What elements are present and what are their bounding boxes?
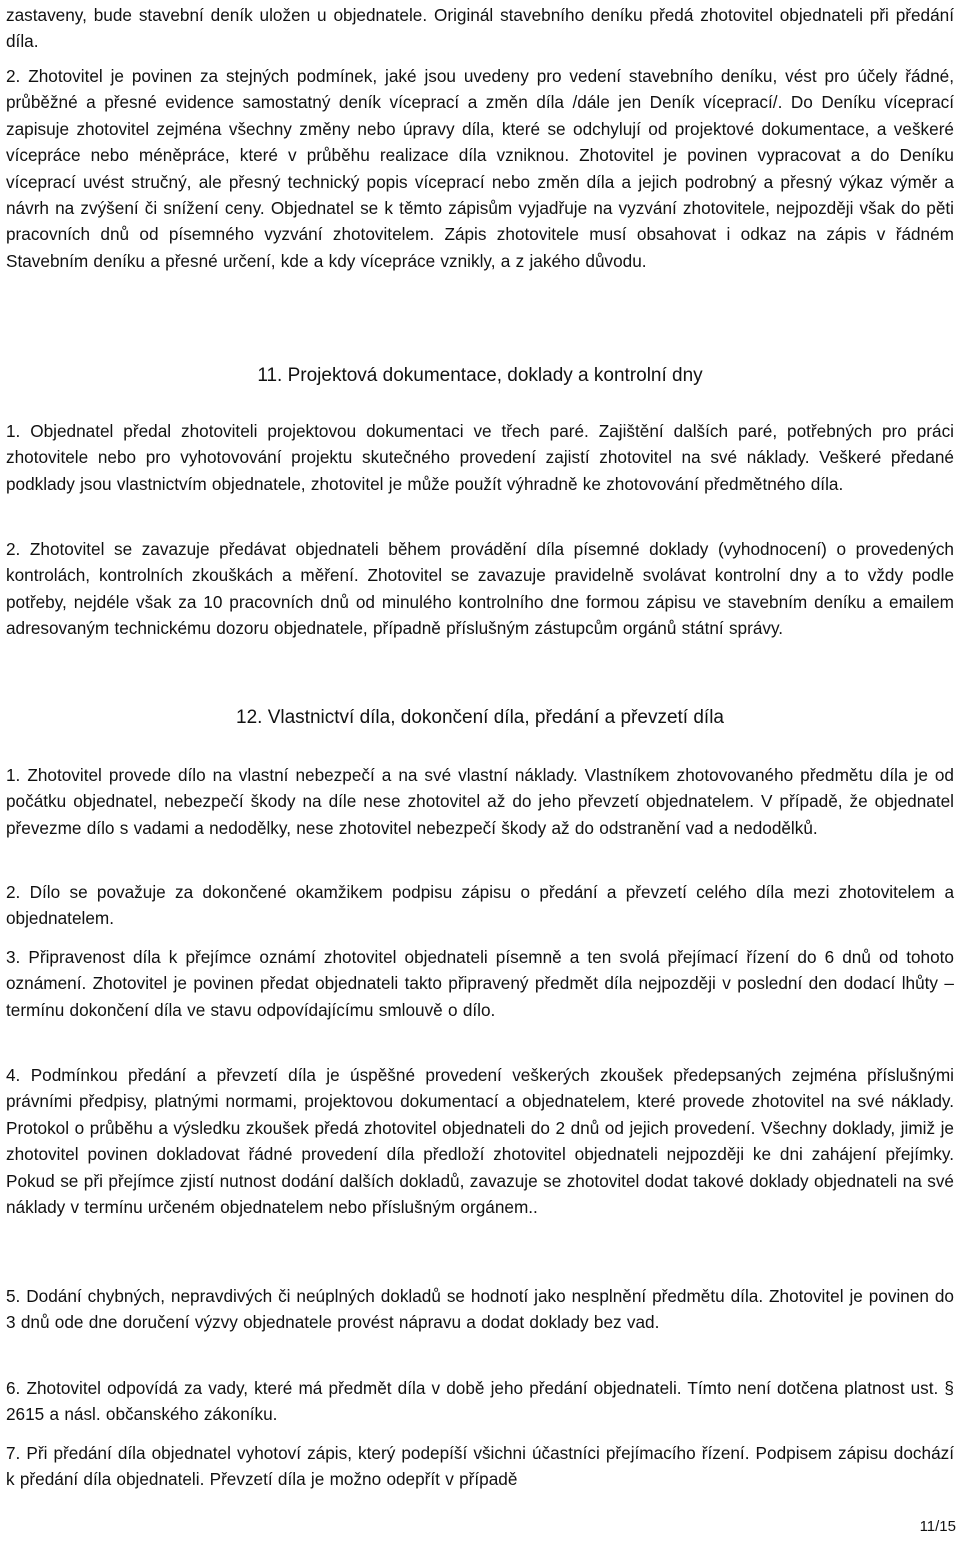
paragraph-12-6: 6. Zhotovitel odpovídá za vady, které má předmět díla v době jeho předání objednateli. Tímto není dotčena platnost ust. § 2615 a násl. občanského zákoníku. <box>6 1378 954 1425</box>
section-heading-11: 11. Projektová dokumentace, doklady a kontrolní dny <box>257 365 703 386</box>
paragraph-12-5: 5. Dodání chybných, nepravdivých či neúplných dokladů se hodnotí jako nesplnění předmětu díla. Zhotovitel je povinen do 3 dnů ode dne doručení výzvy objednatele provést nápravu a dodat doklady bez vad. <box>6 1286 954 1333</box>
paragraph-12-3: 3. Připravenost díla k přejímce oznámí zhotovitel objednateli písemně a ten svolá přejímací řízení do 6 dnů od tohoto oznámení. Zhotovitel je povinen předat objednateli takto připravený předmět díla nejpozději v poslední den dodací lhůty – termínu dokončení díla ve stavu odpovídajícímu smlouvě o dílo. <box>6 947 954 1020</box>
paragraph-12-1: 1. Zhotovitel provede dílo na vlastní nebezpečí a na své vlastní náklady. Vlastníkem zhotovovaného předmětu díla je od počátku objednatel, nebezpečí škody na díle nese zhotovitel až do jeho převzetí objednatelem. V případě, že objednatel převezme dílo s vadami a nedodělky, nese zhotovitel nebezpečí škody až do odstranění vad a nedodělků. <box>6 765 954 838</box>
section-heading-12: 12. Vlastnictví díla, dokončení díla, předání a převzetí díla <box>236 707 724 728</box>
paragraph-12-7: 7. Při předání díla objednatel vyhotoví zápis, který podepíší všichni účastníci přejímacího řízení. Podpisem zápisu dochází k předání díla objednateli. Převzetí díla je možno odepřít v případě <box>6 1443 954 1490</box>
paragraph-11-2: 2. Zhotovitel se zavazuje předávat objednateli během provádění díla písemné doklady (vyhodnocení) o provedených kontrolách, kontrolních zkouškách a měření. Zhotovitel se zavazuje pravidelně svolávat kontrolní dny a to vždy podle potřeby, nejdéle však za 10 pracovních dnů od minulého kontrolního dne formou zápisu ve stavebním deníku a emailem adresovaným technickému dozoru objednatele, případně příslušným zástupcům orgánů státní správy. <box>6 539 954 639</box>
paragraph-intro: zastaveny, bude stavební deník uložen u objednatele. Originál stavebního deníku předá zhotovitel objednateli při předání díla. <box>6 5 954 52</box>
paragraph-10-2: 2. Zhotovitel je povinen za stejných podmínek, jaké jsou uvedeny pro vedení stavebního deníku, vést pro účely řádné, průběžné a přesné evidence samostatný deník víceprací a změn díla /dále jen Deník víceprací/. Do Deníku víceprací zapisuje zhotovitel zejména všechny změny nebo úpravy díla, které se odchylují od projektové dokumentace, a veškeré vícepráce nebo méněpráce, které v průběhu realizace díla vzniknou. Zhotovitel je povinen vypracovat a do Deníku víceprací uvést stručný, ale přesný technický popis víceprací nebo změn díla a jejich podrobný a přesný výkaz výměr a návrh na zvýšení či snížení ceny. Objednatel se k těmto zápisům vyjadřuje na vyzvání zhotovitele, nejpozději však do pěti pracovních dnů od písemného vyzvání zhotovitelem. Zápis zhotovitele musí obsahovat i odkaz na zápis v řádném Stavebním deníku a přesné určení, kde a kdy vícepráce vznikly, a z jakého důvodu. <box>6 66 954 271</box>
page-number: 11/15 <box>919 1518 956 1535</box>
paragraph-12-2: 2. Dílo se považuje za dokončené okamžikem podpisu zápisu o předání a převzetí celého díla mezi zhotovitelem a objednatelem. <box>6 882 954 929</box>
paragraph-11-1: 1. Objednatel předal zhotoviteli projektovou dokumentaci ve třech paré. Zajištění dalších paré, potřebných pro práci zhotovitele nebo pro vyhotovování projektu skutečného provedení zajistí zhotovitel na své náklady. Veškeré předané podklady jsou vlastnictvím objednatele, zhotovitel je může použít výhradně ke zhotovování předmětného díla. <box>6 421 954 494</box>
paragraph-12-4: 4. Podmínkou předání a převzetí díla je úspěšné provedení veškerých zkoušek předepsaných zejména příslušnými právními předpisy, platnými normami, projektovou dokumentací a objednatelem, které provede zhotovitel na své náklady. Protokol o průběhu a výsledku zkoušek předá zhotovitel objednateli do 2 dnů od jejich provedení. Všechny doklady, jimiž je zhotovitel povinen dokladovat řádné provedení díla předloží zhotovitel objednateli nejpozději ke dni zahájení přejímky. Pokud se při přejímce zjistí nutnost dodání dalších dokladů, zavazuje se zhotovitel dodat takové doklady objednateli na své náklady v termínu určeném objednatelem nebo příslušným orgánem.. <box>6 1065 954 1218</box>
